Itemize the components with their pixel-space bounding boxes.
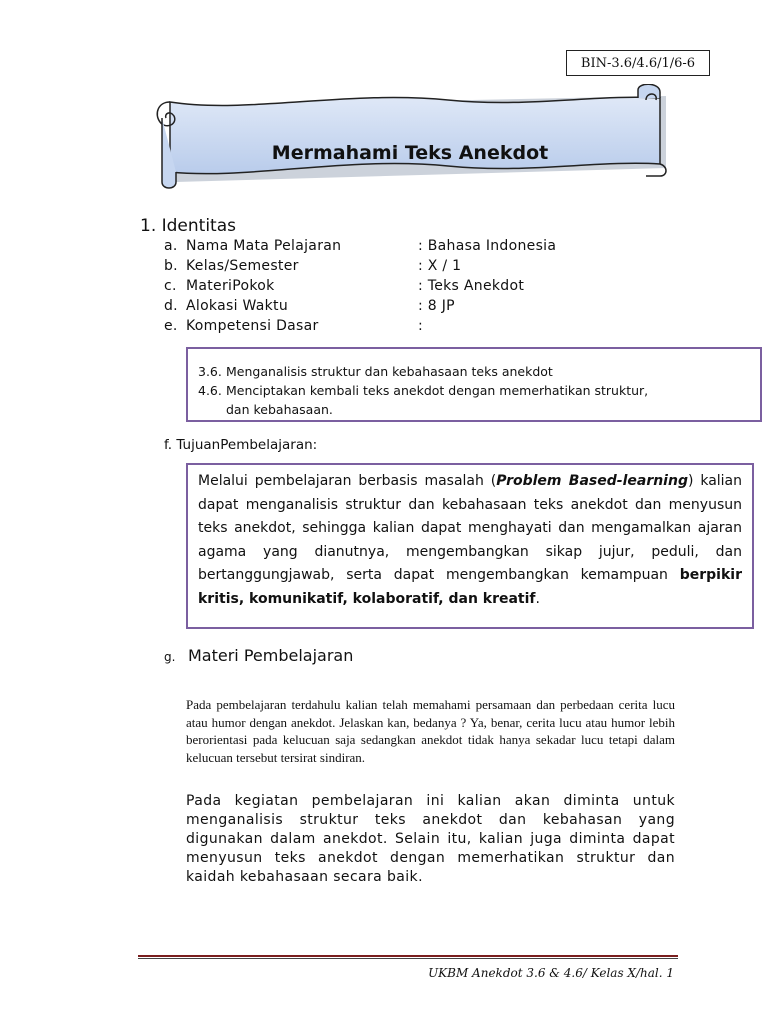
identity-row [164,258,462,274]
tujuan-text: ) kalian dapat menganalisis struktur dan kebahasaan teks anekdot dan menyusun teks anekdot, sehingga kalian dapat menghayati dan mengamalkan ajaran agama yang dianutnya, mengembangkan sikap jujur, peduli, dan bertanggungjawab, serta dapat mengembangkan kemampuan [198,473,743,583]
row-label: Kelas/Semester [186,258,299,274]
materi-letter: g. [164,650,176,664]
kompetensi-number: 4.6. [198,383,222,398]
identity-row [164,298,455,314]
kompetensi-item [198,381,750,419]
kompetensi-item [198,362,750,381]
materi-heading-row [164,646,353,665]
footer-divider [138,955,678,960]
row-label: Kompetensi Dasar [186,318,319,334]
row-label: Alokasi Waktu [186,298,289,314]
materi-paragraph-1: Pada pembelajaran terdahulu kalian telah memahami persamaan dan perbedaan cerita lucu atau humor dengan anekdot. Jelaskan kan, bedanya ? Ya, benar, cerita lucu atau humor lebih berorientasi pada kelucuan saja sedangkan anekdot tidak hanya sekadar lucu tetapi dalam kelucuan tersebut tersirat sindiran. [186,697,675,765]
kompetensi-text: Menganalisis struktur dan kebahasaan teks anekdot [226,364,553,379]
scroll-banner [148,84,668,196]
row-letter: a. [164,238,178,254]
kompetensi-text: Menciptakan kembali teks anekdot dengan memerhatikan struktur, dan kebahasaan. [226,383,649,417]
row-value: : 8 JP [418,298,455,314]
kompetensi-number: 3.6. [198,364,222,379]
row-value: : X / 1 [418,258,462,274]
materi-paragraph-2: Pada kegiatan pembelajaran ini kalian akan diminta untuk menganalisis struktur teks anekdot dan kebahasan yang digunakan dalam anekdot. Selain itu, kalian juga diminta dapat menyusun teks anekdot dengan memerhatikan struktur dan kaidah kebahasaan secara baik. [186,793,675,885]
identity-row [164,238,557,254]
page-title: Mermahami Teks Anekdot [271,142,549,164]
tujuan-bold-italic: Problem Based-learning [496,473,688,489]
document-code: BIN-3.6/4.6/1/6-6 [580,55,696,71]
tujuan-bold: berpikir kritis, komunikatif, kolaboratif, dan kreatif [198,567,742,607]
row-letter: c. [164,278,177,294]
document-code-box [566,50,710,76]
row-value: : [418,318,424,334]
row-letter: e. [164,318,178,334]
identity-row [164,278,525,294]
row-label: Nama Mata Pelajaran [186,238,342,254]
row-letter: b. [164,258,178,274]
row-letter: d. [164,298,178,314]
tujuan-label: f. TujuanPembelajaran: [164,437,318,453]
footer-text: UKBM Anekdot 3.6 & 4.6/ Kelas X/hal. 1 [428,966,674,980]
kompetensi-dasar-box [186,347,762,422]
tujuan-box [186,463,754,629]
identity-row [164,318,424,334]
row-value: : Bahasa Indonesia [418,238,557,254]
tujuan-text: Melalui pembelajaran berbasis masalah ( [198,473,497,489]
row-label: MateriPokok [186,278,275,294]
row-value: : Teks Anekdot [418,278,525,294]
identitas-heading: 1. Identitas [140,216,236,236]
tujuan-text: . [535,590,540,607]
materi-heading: Materi Pembelajaran [188,646,354,665]
